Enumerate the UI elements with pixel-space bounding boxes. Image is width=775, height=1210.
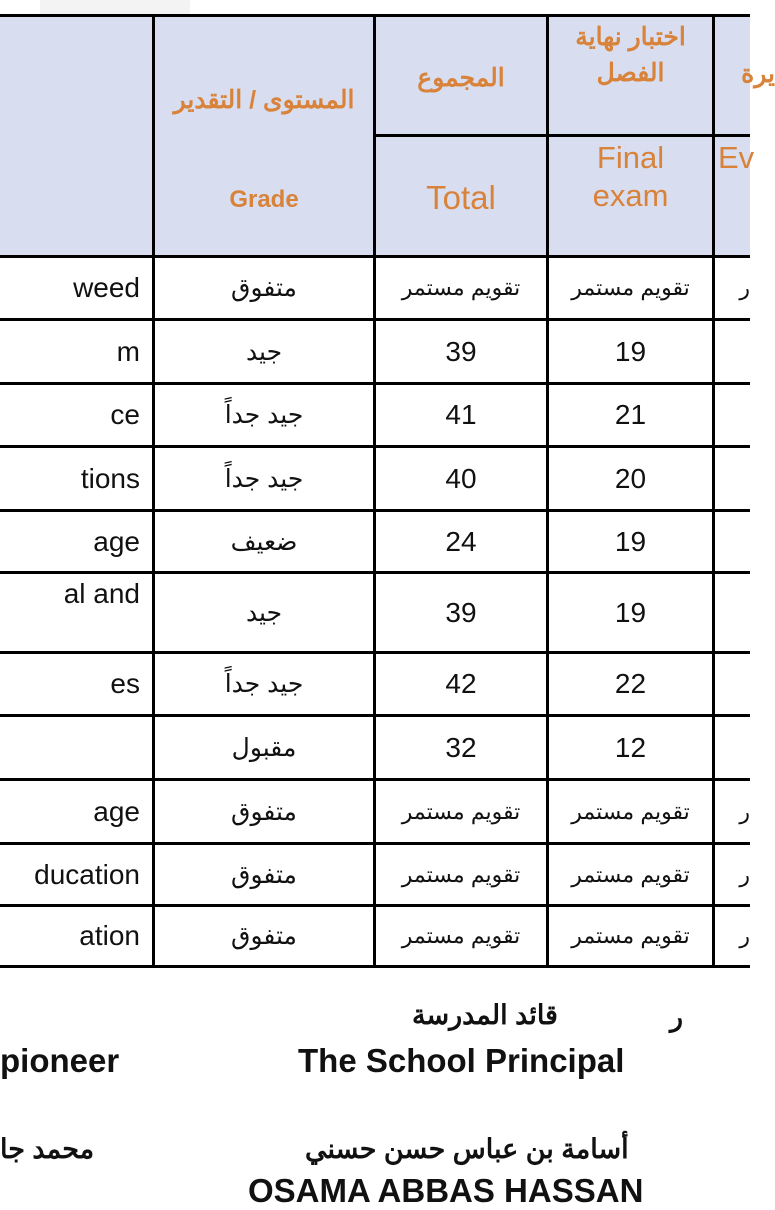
left-signatory-title-en: pioneer — [0, 1042, 120, 1079]
principal-name-en: OSAMA ABBAS HASSAN — [248, 1172, 644, 1209]
total-header-ar: المجموع — [417, 64, 505, 92]
grade-cell: جيد — [245, 598, 283, 627]
total-cell: تقويم مستمر — [401, 275, 521, 300]
total-cell: 41 — [445, 399, 477, 430]
evaluation-cell-partial: ر — [739, 275, 750, 300]
subject-cell: weed — [73, 272, 140, 303]
left-signatory-name-ar: محمد جا — [0, 1134, 95, 1164]
subject-cell — [0, 717, 140, 778]
final-exam-cell: 19 — [614, 596, 647, 628]
principal-title-en: The School Principal — [298, 1042, 625, 1079]
subject-cell: ducation — [34, 858, 140, 890]
total-cell: 24 — [445, 525, 477, 557]
final-exam-cell: 19 — [614, 335, 647, 367]
evaluation-cell-partial: ر — [739, 861, 750, 887]
total-cell: تقويم مستمر — [401, 861, 521, 887]
final-exam-cell: 19 — [614, 525, 647, 557]
grade-cell: متفوق — [231, 922, 297, 950]
grade-cell: جيد جداً — [224, 401, 304, 429]
evaluation-cell-partial — [715, 448, 750, 509]
evaluation-cell-partial: ر — [739, 923, 750, 948]
grade-cell: متفوق — [231, 274, 297, 302]
evaluation-cell-partial — [715, 654, 750, 714]
grade-cell: جيد جداً — [224, 670, 304, 698]
final-header-ar-line1: اختبار نهاية — [575, 23, 686, 51]
subject-cell: tions — [80, 462, 140, 494]
grade-header-ar: المستوى / التقدير — [173, 86, 355, 114]
subject-cell: age — [93, 525, 140, 557]
subject-cell: al and — [63, 578, 140, 609]
column-border — [152, 16, 155, 966]
final-exam-cell: تقويم مستمر — [571, 923, 690, 948]
total-cell: 39 — [445, 596, 477, 628]
final-exam-cell: تقويم مستمر — [571, 861, 690, 887]
grade-header-en: Grade — [229, 186, 299, 213]
total-cell: تقويم مستمر — [401, 798, 521, 824]
grade-cell: جيد — [245, 337, 283, 366]
final-exam-cell: تقويم مستمر — [571, 798, 690, 824]
subject-cell: ation — [79, 920, 140, 951]
final-exam-cell: 21 — [614, 399, 647, 430]
principal-title-ar: قائد المدرسة — [412, 1000, 558, 1030]
header-divider — [373, 134, 750, 137]
evaluation-cell-partial — [715, 717, 750, 778]
subject-cell: es — [110, 668, 140, 699]
total-cell: 39 — [445, 335, 477, 367]
left-signatory-title-ar: ر — [670, 1002, 684, 1032]
principal-name-ar: أسامة بن عباس حسن حسني — [305, 1134, 629, 1164]
evaluation-cell-partial — [715, 321, 750, 382]
final-exam-cell: 22 — [614, 668, 647, 699]
column-border — [712, 16, 715, 966]
final-exam-cell: 12 — [614, 731, 647, 763]
final-exam-cell: تقويم مستمر — [571, 275, 690, 300]
grade-cell: جيد جداً — [224, 464, 304, 493]
final-header-ar-line2: الفصل — [596, 59, 665, 87]
final-exam-cell: 20 — [614, 462, 647, 494]
evaluation-header-ar-partial: يرة — [741, 60, 775, 88]
evaluation-cell-partial — [715, 574, 750, 651]
total-cell: تقويم مستمر — [401, 923, 521, 948]
subject-cell: m — [116, 335, 140, 367]
grade-cell: مقبول — [231, 733, 297, 762]
grade-cell: ضعيف — [230, 527, 298, 556]
column-border — [546, 16, 549, 966]
total-cell: 32 — [445, 731, 477, 763]
grade-cell: متفوق — [231, 860, 297, 889]
final-header-en-line2: exam — [592, 178, 669, 213]
evaluation-header-en-partial: Ev — [718, 140, 755, 175]
final-header-en-line1: Final — [596, 140, 665, 175]
total-header-en: Total — [426, 179, 496, 216]
subject-cell: age — [93, 795, 140, 827]
evaluation-cell-partial — [715, 385, 750, 445]
evaluation-cell-partial: ر — [739, 798, 750, 824]
column-border — [373, 16, 376, 966]
subject-cell: ce — [110, 399, 140, 430]
grade-cell: متفوق — [231, 797, 297, 826]
evaluation-cell-partial — [715, 512, 750, 571]
total-cell: 40 — [445, 462, 477, 494]
total-cell: 42 — [445, 668, 477, 699]
